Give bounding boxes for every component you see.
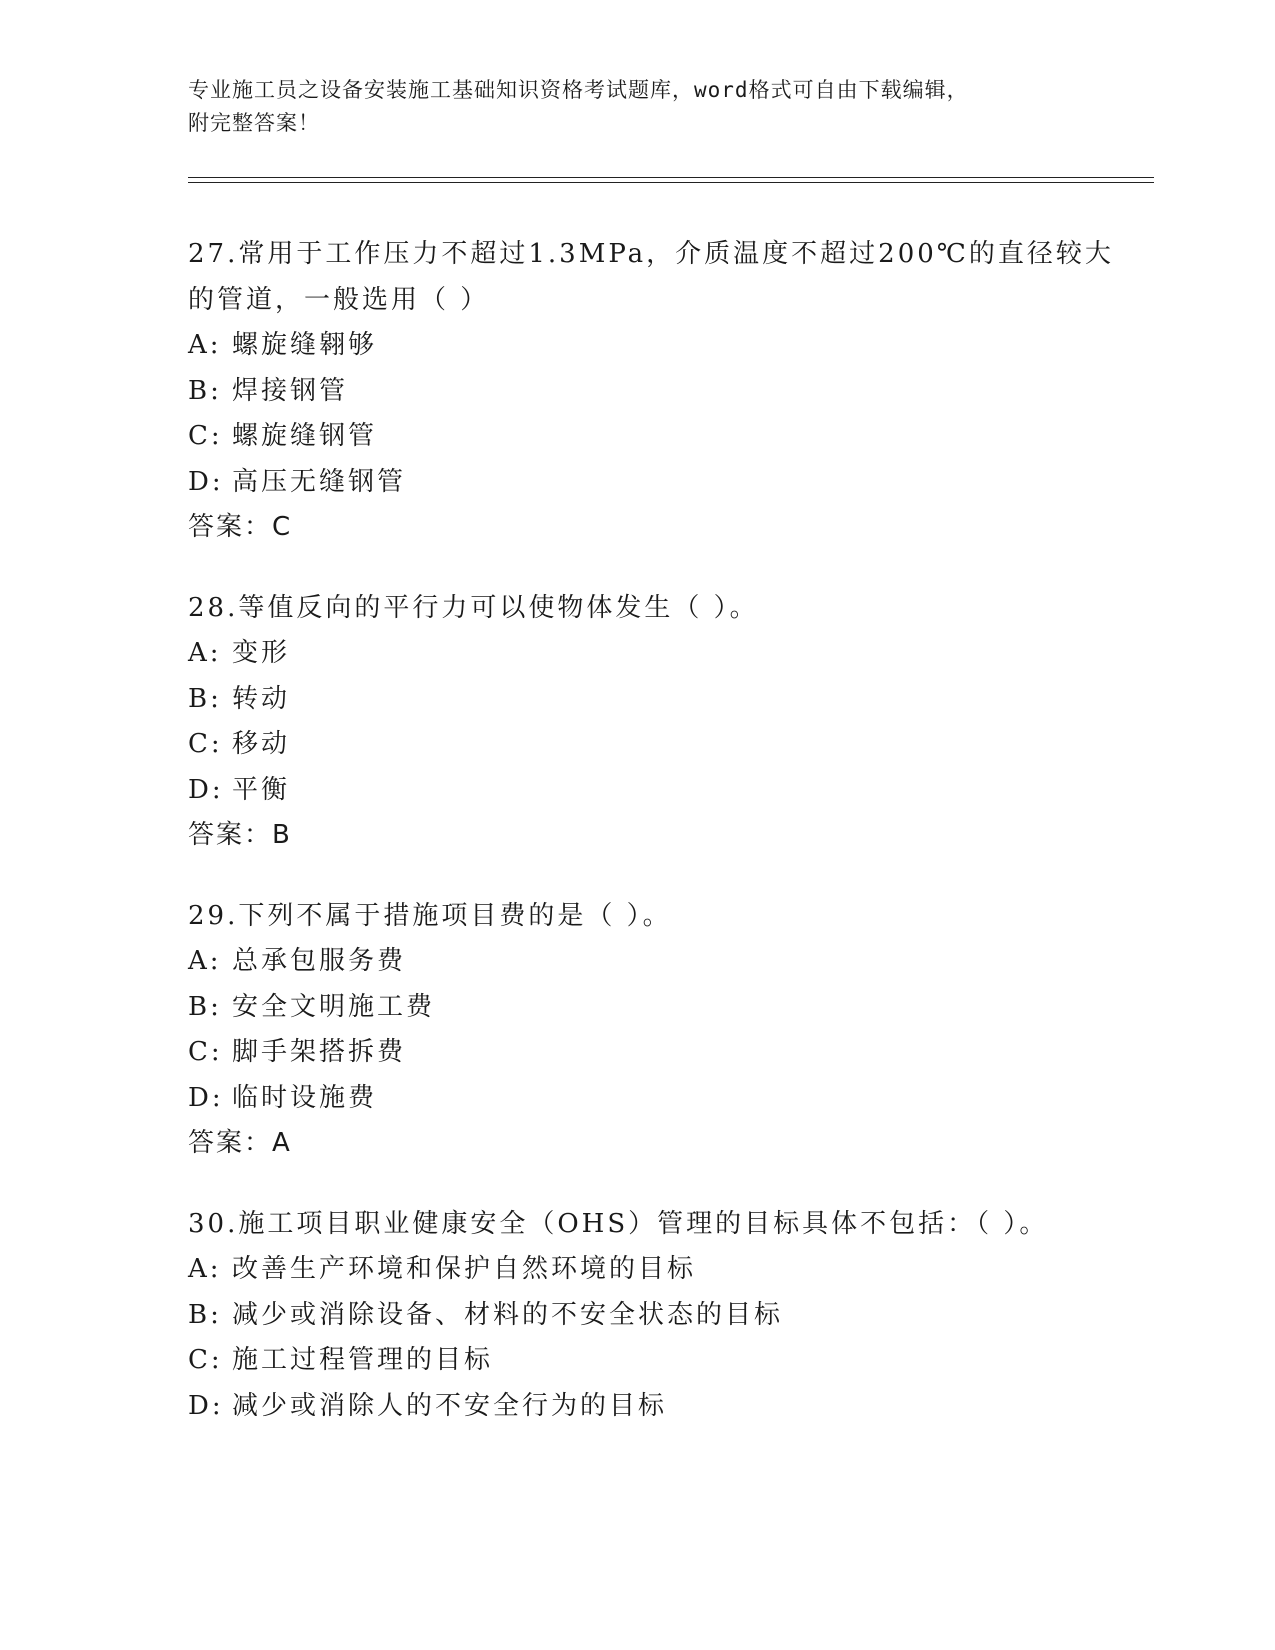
option-letter: A: [188, 946, 222, 976]
option-letter: D: [188, 774, 224, 805]
question-stem-line: 30.施工项目职业健康安全（OHS）管理的目标具体不包括：（ ）。 [188, 1208, 1049, 1239]
option-text: 安全文明施工费 [232, 991, 436, 1022]
answer-label: 答案：B [188, 820, 292, 850]
option-a [188, 323, 1118, 369]
option-c [188, 1030, 1118, 1076]
option-text: 螺旋缝翱够 [232, 330, 378, 360]
option-text: 螺旋缝钢管 [232, 421, 378, 451]
option-letter: B: [188, 991, 222, 1022]
option-text: 改善生产环境和保护自然环境的目标 [232, 1254, 697, 1284]
header-line-1: 专业施工员之设备安装施工基础知识资格考试题库，word格式可自由下载编辑， [188, 78, 969, 102]
option-b [188, 677, 1118, 723]
option-text: 焊接钢管 [232, 375, 349, 406]
option-letter: B: [188, 683, 222, 714]
question-stem-line: 的管道，一般选用（ ） [188, 284, 490, 315]
question-29 [188, 894, 1118, 1167]
option-d [188, 1384, 1118, 1430]
option-letter: A: [188, 1254, 222, 1284]
answer-label: 答案：A [188, 1128, 292, 1158]
question-stem-line: 29.下列不属于措施项目费的是（ ）。 [188, 900, 672, 931]
option-letter: D: [188, 466, 224, 497]
document-header [188, 74, 1088, 140]
option-letter: B: [188, 1299, 222, 1330]
option-a [188, 1247, 1118, 1293]
question-stem-line: 27.常用于工作压力不超过1.3MPa，介质温度不超过200℃的直径较大 [188, 239, 1114, 269]
option-text: 减少或消除设备、材料的不安全状态的目标 [232, 1299, 784, 1330]
option-letter: A: [188, 638, 222, 668]
option-d [188, 768, 1118, 814]
question-stem [188, 894, 1118, 940]
option-letter: C: [188, 729, 223, 759]
option-letter: B: [188, 375, 222, 406]
option-text: 减少或消除人的不安全行为的目标 [232, 1390, 668, 1421]
option-c [188, 1338, 1118, 1384]
question-stem [188, 1202, 1118, 1248]
question-30 [188, 1202, 1118, 1430]
question-27 [188, 232, 1118, 551]
option-letter: C: [188, 1345, 223, 1375]
answer-label: 答案：C [188, 512, 293, 542]
option-c [188, 722, 1118, 768]
question-stem-line: 28.等值反向的平行力可以使物体发生（ ）。 [188, 592, 759, 623]
option-text: 平衡 [232, 774, 291, 805]
option-text: 转动 [232, 683, 291, 714]
option-letter: C: [188, 421, 223, 451]
option-b [188, 1293, 1118, 1339]
option-text: 变形 [232, 638, 291, 668]
option-letter: C: [188, 1037, 223, 1067]
question-stem [188, 232, 1118, 323]
option-letter: D: [188, 1082, 224, 1113]
question-list [188, 232, 1118, 1464]
option-text: 临时设施费 [232, 1082, 378, 1113]
option-c [188, 414, 1118, 460]
question-stem [188, 586, 1118, 632]
header-divider-top [188, 177, 1154, 178]
option-letter: A: [188, 330, 222, 360]
option-d [188, 1076, 1118, 1122]
header-line-2: 附完整答案！ [188, 111, 320, 135]
header-divider-bottom [188, 182, 1154, 183]
option-letter: D: [188, 1390, 224, 1421]
option-d [188, 460, 1118, 506]
option-text: 高压无缝钢管 [232, 466, 407, 497]
option-text: 移动 [232, 729, 291, 759]
option-a [188, 631, 1118, 677]
option-b [188, 369, 1118, 415]
option-text: 施工过程管理的目标 [232, 1345, 494, 1375]
option-text: 总承包服务费 [232, 946, 407, 976]
option-a [188, 939, 1118, 985]
option-text: 脚手架搭拆费 [232, 1037, 407, 1067]
question-28 [188, 586, 1118, 859]
option-b [188, 985, 1118, 1031]
